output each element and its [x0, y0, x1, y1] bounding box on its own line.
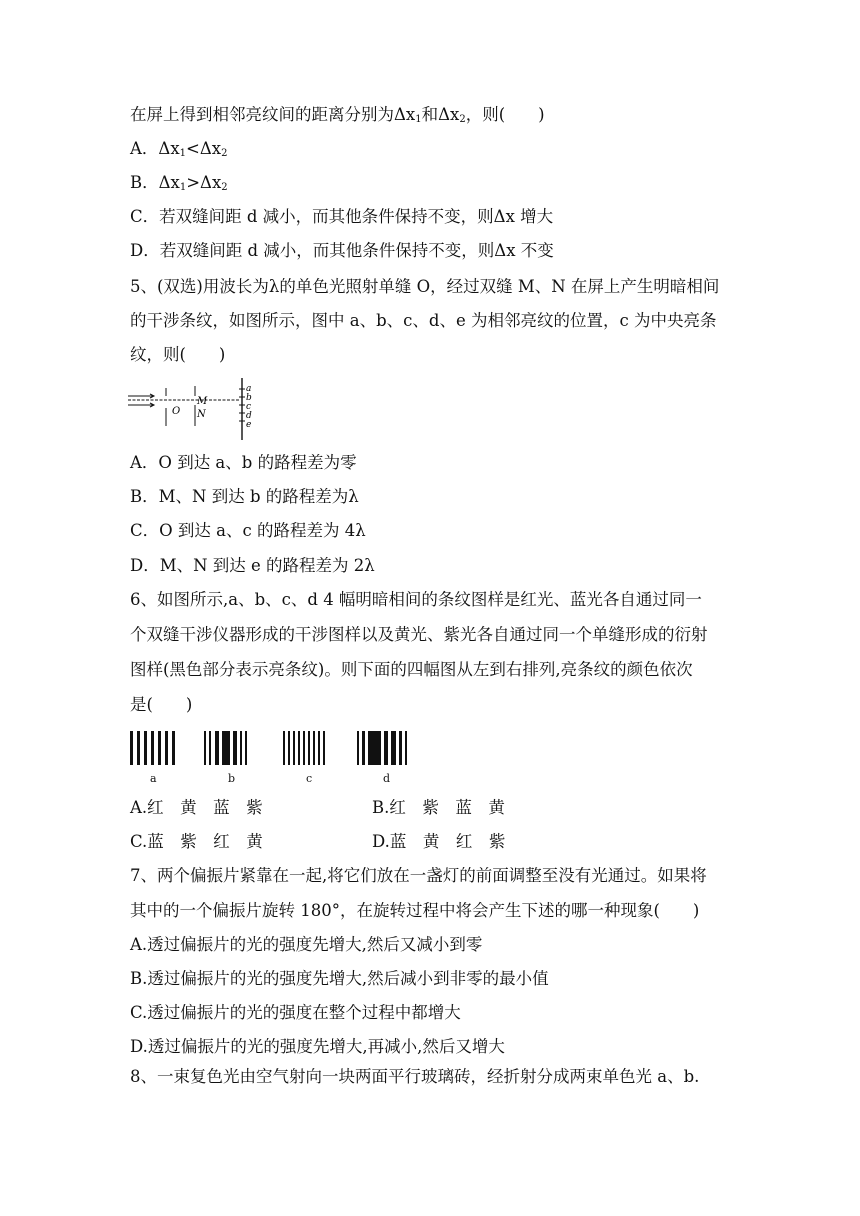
fringe-pattern-c — [283, 731, 325, 765]
label-c: c — [246, 402, 252, 412]
fringe-pattern-d — [357, 731, 407, 765]
q5-option-c: C．O 到达 a、c 的路程差为 4λ — [130, 521, 366, 540]
subscript: 2 — [459, 114, 466, 125]
q6-option-b: B.红 紫 蓝 黄 — [372, 798, 505, 817]
q5-option-a: A．O 到达 a、b 的路程差为零 — [130, 453, 357, 472]
option-text: <Δx — [186, 139, 222, 158]
subscript: 1 — [179, 182, 187, 193]
q5-option-b: B．M、N 到达 b 的路程差为λ — [130, 487, 359, 506]
label-n: N — [197, 409, 206, 420]
stem-text: ，则( ) — [465, 105, 545, 124]
q7-option-a: A.透过偏振片的光的强度先增大,然后又减小到零 — [130, 935, 483, 954]
fringe-label-a: a — [150, 772, 157, 785]
q6-option-c: C.蓝 紫 红 黄 — [130, 832, 263, 851]
question-6-stem-line-2: 个双缝干涉仪器形成的干涉图样以及黄光、紫光各自通过同一个单缝形成的衍射 — [130, 625, 708, 644]
label-a: a — [246, 384, 252, 394]
label-m: M — [197, 396, 208, 407]
stem-text: 和Δx — [421, 105, 460, 124]
q6-option-d: D.蓝 黄 红 紫 — [372, 832, 506, 851]
question-7-stem-line-1: 7、两个偏振片紧靠在一起,将它们放在一盏灯的前面调整至没有光通过。如果将 — [130, 866, 707, 885]
fringe-pattern-a — [130, 731, 175, 765]
label-b: b — [246, 393, 252, 403]
question-5-stem-line-1: 5、(双选)用波长为λ的单色光照射单缝 O，经过双缝 M、N 在屏上产生明暗相间 — [130, 277, 720, 296]
label-o: O — [172, 406, 181, 417]
q7-option-c: C.透过偏振片的光的强度在整个过程中都增大 — [130, 1003, 461, 1022]
q4-option-b — [130, 172, 228, 194]
subscript: 1 — [179, 148, 187, 159]
fringe-label-d: d — [383, 772, 391, 785]
question-8-stem-line-1: 8、一束复色光由空气射向一块两面平行玻璃砖，经折射分成两束单色光 a、b. — [130, 1067, 700, 1086]
label-e: e — [246, 420, 252, 430]
question-4-stem-line — [130, 104, 545, 126]
q4-option-a — [130, 138, 227, 160]
fringe-patterns-figure — [128, 729, 418, 767]
option-text: >Δx — [186, 173, 222, 192]
question-7-stem-line-2: 其中的一个偏振片旋转 180°，在旋转过程中将会产生下述的哪一种现象( ) — [130, 901, 700, 920]
q4-option-d: D．若双缝间距 d 减小，而其他条件保持不变，则Δx 不变 — [130, 241, 554, 260]
fringe-label-c: c — [306, 772, 313, 785]
question-6-stem-line-1: 6、如图所示,a、b、c、d 4 幅明暗相间的条纹图样是红光、蓝光各自通过同一 — [130, 590, 702, 609]
subscript: 2 — [221, 182, 228, 193]
q7-option-b: B.透过偏振片的光的强度先增大,然后减小到非零的最小值 — [130, 969, 549, 988]
option-text: B．Δx — [130, 173, 180, 192]
question-6-stem-line-3: 图样(黑色部分表示亮条纹)。则下面的四幅图从左到右排列,亮条纹的颜色依次 — [130, 660, 693, 679]
double-slit-diagram — [128, 376, 258, 442]
q7-option-d: D.透过偏振片的光的强度先增大,再减小,然后又增大 — [130, 1037, 505, 1056]
question-5-stem-line-3: 纹，则( ) — [130, 345, 226, 364]
fringe-label-b: b — [228, 772, 236, 785]
label-d: d — [246, 411, 252, 421]
q6-option-a: A.红 黄 蓝 紫 — [130, 798, 263, 817]
option-text: A．Δx — [130, 139, 180, 158]
fringe-pattern-b — [204, 731, 247, 765]
question-5-stem-line-2: 的干涉条纹，如图所示，图中 a、b、c、d、e 为相邻亮纹的位置，c 为中央亮条 — [130, 311, 717, 330]
stem-text: 在屏上得到相邻亮纹间的距离分别为Δx — [130, 105, 416, 124]
question-6-stem-line-4: 是( ) — [130, 695, 193, 714]
subscript: 1 — [415, 114, 422, 125]
q5-option-d: D．M、N 到达 e 的路程差为 2λ — [130, 556, 375, 575]
q4-option-c: C．若双缝间距 d 减小，而其他条件保持不变，则Δx 增大 — [130, 207, 554, 226]
subscript: 2 — [221, 148, 228, 159]
